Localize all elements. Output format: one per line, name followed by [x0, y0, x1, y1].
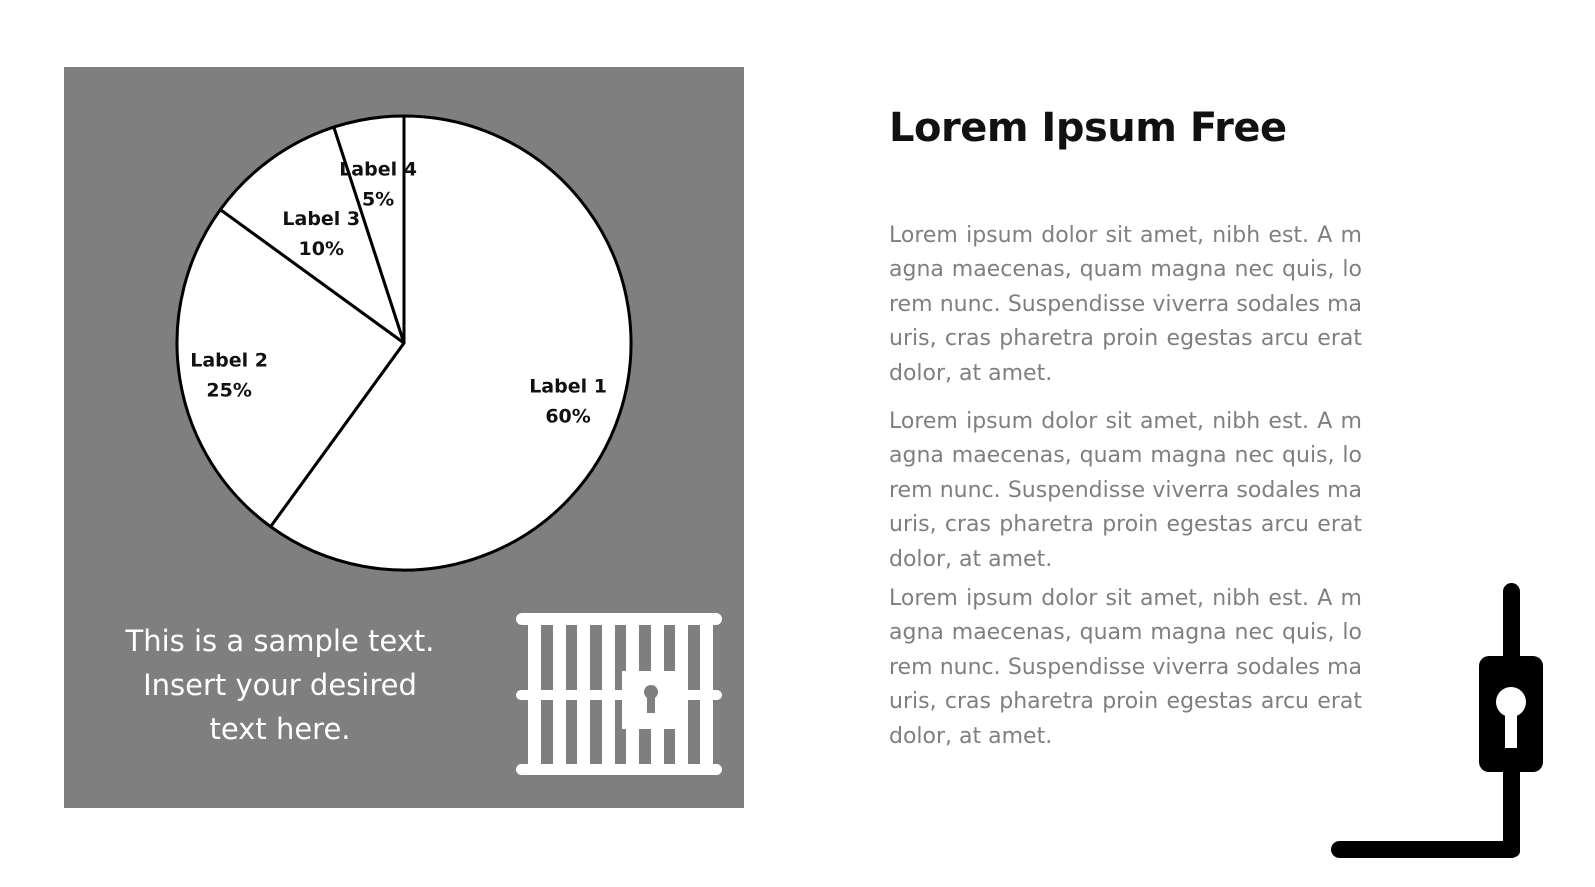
body-paragraph-2: Lorem ipsum dolor sit amet, nibh est. A magna maecenas, quam magna nec quis, lorem nunc. Suspendisse viverra sodales mauris, cras pharetra proin egestas arcu erat dolor, at amet. [889, 409, 1362, 572]
pie-slice-value-4: 5% [361, 188, 395, 211]
pie-chart [64, 67, 744, 607]
pie-slice-value-1: 60% [545, 405, 591, 428]
hanging-lock-icon [1328, 580, 1548, 865]
pie-slice-value-3: 10% [298, 238, 345, 261]
sample-text-line-2: Insert your desired [143, 668, 417, 702]
body-paragraph-3: Lorem ipsum dolor sit amet, nibh est. A magna maecenas, quam magna nec quis, lorem nunc. Suspendisse viverra sodales mauris, cras pharetra proin egestas arcu erat dolor, at amet. [889, 586, 1362, 749]
pie-slice-label-3: Label 3 [282, 208, 361, 231]
chart-panel [64, 67, 744, 808]
page-title: Lorem Ipsum Free [889, 105, 1287, 151]
jail-cell-icon [516, 613, 722, 779]
sample-text-line-1: This is a sample text. [125, 624, 435, 658]
sample-text [102, 619, 458, 751]
pie-slice-value-2: 25% [206, 379, 252, 402]
pie-slice-label-2: Label 2 [190, 349, 269, 372]
pie-slice-label-1: Label 1 [529, 375, 607, 398]
sample-text-line-3: text here. [209, 712, 351, 746]
body-paragraph-1: Lorem ipsum dolor sit amet, nibh est. A magna maecenas, quam magna nec quis, lorem nunc. Suspendisse viverra sodales mauris, cras pharetra proin egestas arcu erat dolor, at amet. [889, 223, 1362, 386]
pie-slice-label-4: Label 4 [339, 158, 417, 181]
